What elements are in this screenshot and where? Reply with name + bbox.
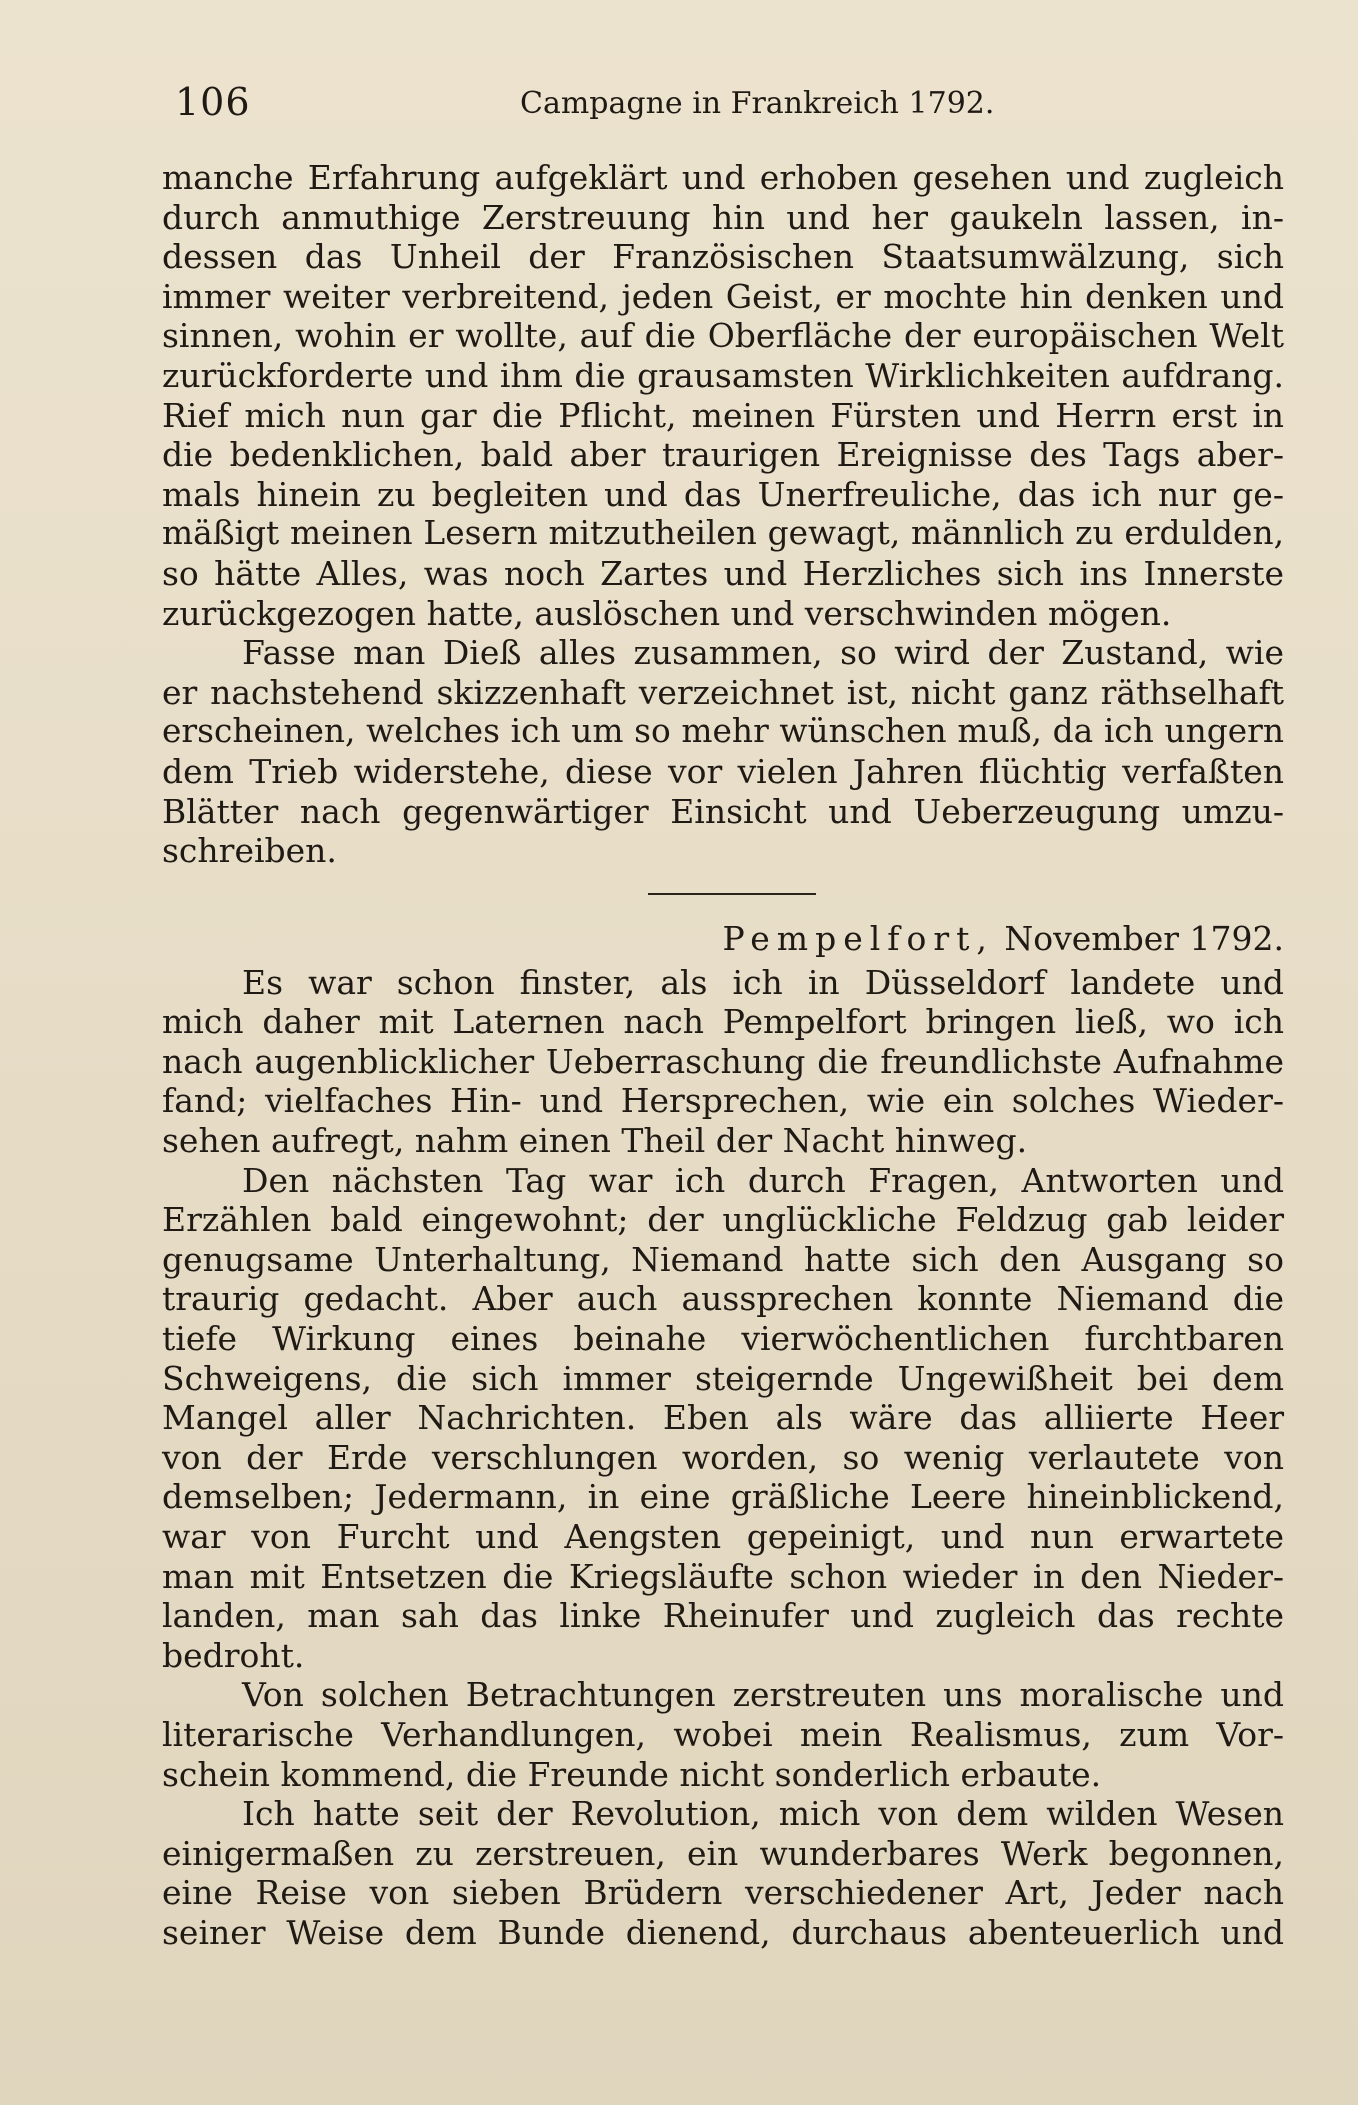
text-line: so hätte Alles, was noch Zartes und Herzliches sich ins Innerste (162, 553, 1284, 593)
page-header (175, 80, 995, 130)
text-line: Erzählen bald eingewohnt; der unglückliche Feldzug gab leider (162, 1200, 1284, 1240)
dateline-place: Pempelfort, (722, 918, 994, 958)
text-line: Blätter nach gegenwärtiger Einsicht und Ueberzeugung umzu- (162, 791, 1284, 831)
text-line: literarische Verhandlungen, wobei mein Realismus, zum Vor- (162, 1714, 1284, 1754)
text-line: Ich hatte seit der Revolution, mich von dem wilden Wesen (242, 1794, 1284, 1834)
text-line: zurückforderte und ihm die grausamsten Wirklichkeiten aufdrang. (162, 355, 1284, 395)
text-line: sehen aufregt, nahm einen Theil der Nacht hinweg. (162, 1121, 1028, 1161)
running-title: Campagne in Frankreich 1792. (520, 86, 995, 121)
text-line: er nachstehend skizzenhaft verzeichnet ist, nicht ganz räthselhaft (162, 672, 1284, 712)
text-line: Von solchen Betrachtungen zerstreuten uns moralische und (242, 1675, 1284, 1715)
text-line: sinnen, wohin er wollte, auf die Oberfläche der europäischen Welt (162, 316, 1284, 356)
text-line: die bedenklichen, bald aber traurigen Ereignisse des Tags aber- (162, 435, 1284, 475)
text-line: Rief mich nun gar die Pflicht, meinen Fürsten und Herrn erst in (162, 395, 1284, 435)
dateline-date: November 1792. (1004, 918, 1284, 958)
text-line: mäßigt meinen Lesern mitzutheilen gewagt, männlich zu erdulden, (162, 514, 1284, 553)
text-line: demselben; Jedermann, in eine gräßliche Leere hineinblickend, (162, 1477, 1284, 1517)
text-line: Fasse man Dieß alles zusammen, so wird der Zustand, wie (242, 633, 1284, 673)
text-line: dessen das Unheil der Französischen Staatsumwälzung, sich (162, 237, 1284, 277)
text-line: man mit Entsetzen die Kriegsläufte schon wieder in den Nieder- (162, 1556, 1284, 1596)
text-line: eine Reise von sieben Brüdern verschiedener Art, Jeder nach (162, 1873, 1284, 1913)
page-body (162, 158, 1284, 1953)
text-line: genugsame Unterhaltung, Niemand hatte sich den Ausgang so (162, 1239, 1284, 1279)
text-line: schreiben. (162, 831, 337, 871)
text-line: Mangel aller Nachrichten. Eben als wäre das alliierte Heer (162, 1398, 1284, 1438)
text-line: dem Trieb widerstehe, diese vor vielen Jahren flüchtig verfaßten (162, 751, 1284, 791)
text-line: traurig gedacht. Aber auch aussprechen konnte Niemand die (162, 1279, 1284, 1319)
text-line: Schweigens, die sich immer steigernde Ungewißheit bei dem (162, 1358, 1284, 1398)
paragraph-3 (162, 1675, 1284, 1794)
page-number: 106 (175, 80, 251, 124)
text-line: immer weiter verbreitend, jeden Geist, er mochte hin denken und (162, 276, 1284, 316)
text-line: durch anmuthige Zerstreuung hin und her gaukeln lassen, in- (162, 197, 1284, 237)
text-line: seiner Weise dem Bunde dienend, durchaus abenteuerlich und (162, 1912, 1284, 1952)
text-line: manche Erfahrung aufgeklärt und erhoben gesehen und zugleich (162, 158, 1284, 197)
text-line: nach augenblicklicher Ueberraschung die freundlichste Aufnahme (162, 1041, 1284, 1081)
text-line: zurückgezogen hatte, auslöschen und verschwinden mögen. (162, 593, 1172, 633)
intro-paragraph-2 (162, 633, 1284, 871)
paragraph-1 (162, 963, 1284, 1161)
text-line: von der Erde verschlungen worden, so wenig verlautete von (162, 1437, 1284, 1477)
text-line: erscheinen, welches ich um so mehr wünschen muß, da ich ungern (162, 712, 1284, 751)
paragraph-2 (162, 1161, 1284, 1676)
intro-paragraph-1 (162, 158, 1284, 633)
dateline (162, 913, 1284, 963)
text-line: landen, man sah das linke Rheinufer und zugleich das rechte (162, 1596, 1284, 1636)
text-line: fand; vielfaches Hin- und Hersprechen, wie ein solches Wieder- (162, 1081, 1284, 1121)
text-line: tiefe Wirkung eines beinahe vierwöchentlichen furchtbaren (162, 1319, 1284, 1359)
divider-rule (648, 893, 816, 895)
text-line: mals hinein zu begleiten und das Unerfreuliche, das ich nur ge- (162, 474, 1284, 514)
text-line: schein kommend, die Freunde nicht sonderlich erbaute. (162, 1754, 1102, 1794)
section-divider (162, 871, 1284, 913)
text-line: war von Furcht und Aengsten gepeinigt, und nun erwartete (162, 1517, 1284, 1556)
text-line: Den nächsten Tag war ich durch Fragen, Antworten und (242, 1160, 1284, 1200)
text-line: Es war schon finster, als ich in Düsseldorf landete und (242, 962, 1284, 1002)
text-line: einigermaßen zu zerstreuen, ein wunderbares Werk begonnen, (162, 1833, 1284, 1873)
text-line: bedroht. (162, 1635, 305, 1675)
text-line: mich daher mit Laternen nach Pempelfort bringen ließ, wo ich (162, 1002, 1284, 1042)
paragraph-4 (162, 1794, 1284, 1952)
